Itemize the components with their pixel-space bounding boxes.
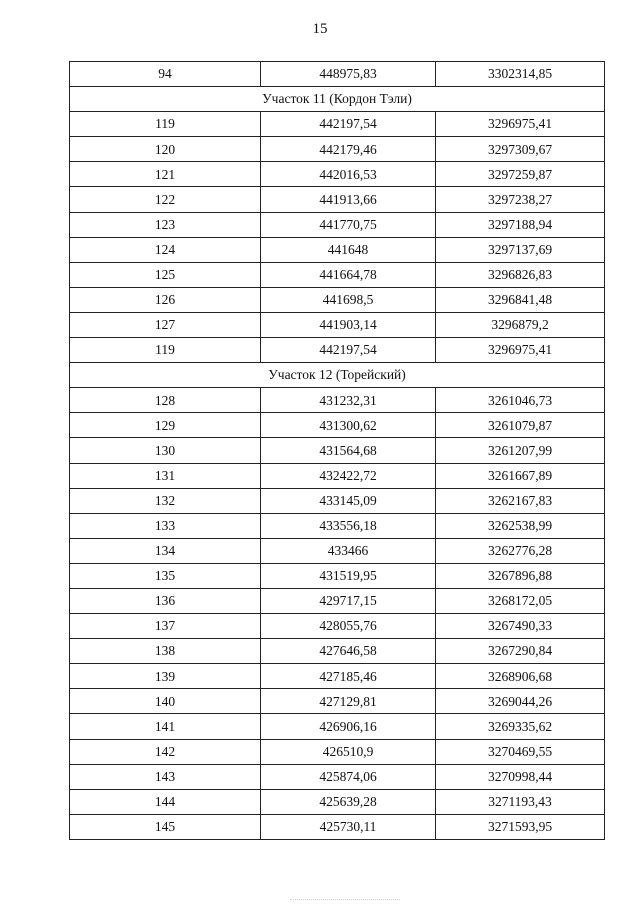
x-coordinate-cell: 426510,9 (261, 739, 436, 764)
point-number-cell: 124 (70, 237, 261, 262)
y-coordinate-cell: 3297137,69 (436, 237, 605, 262)
y-coordinate-cell: 3261079,87 (436, 413, 605, 438)
x-coordinate-cell: 441648 (261, 237, 436, 262)
table-row (70, 62, 605, 87)
y-coordinate-cell: 3270998,44 (436, 764, 605, 789)
y-coordinate-cell: 3296841,48 (436, 287, 605, 312)
x-coordinate-cell: 441770,75 (261, 212, 436, 237)
table-row (70, 187, 605, 212)
point-number-cell: 130 (70, 438, 261, 463)
point-number-cell: 122 (70, 187, 261, 212)
y-coordinate-cell: 3297309,67 (436, 137, 605, 162)
y-coordinate-cell: 3297259,87 (436, 162, 605, 187)
table-row (70, 112, 605, 137)
point-number-cell: 144 (70, 789, 261, 814)
y-coordinate-cell: 3261207,99 (436, 438, 605, 463)
point-number-cell: 145 (70, 814, 261, 839)
section-title: Участок 12 (Торейский) (70, 363, 605, 388)
y-coordinate-cell: 3262538,99 (436, 513, 605, 538)
coordinates-table-body (70, 62, 605, 840)
point-number-cell: 138 (70, 639, 261, 664)
x-coordinate-cell: 427646,58 (261, 639, 436, 664)
section-header-row (70, 363, 605, 388)
point-number-cell: 125 (70, 262, 261, 287)
y-coordinate-cell: 3261667,89 (436, 463, 605, 488)
y-coordinate-cell: 3267896,88 (436, 563, 605, 588)
x-coordinate-cell: 429717,15 (261, 588, 436, 613)
x-coordinate-cell: 431564,68 (261, 438, 436, 463)
x-coordinate-cell: 427185,46 (261, 664, 436, 689)
table-row (70, 463, 605, 488)
y-coordinate-cell: 3267490,33 (436, 614, 605, 639)
table-row (70, 538, 605, 563)
table-row (70, 162, 605, 187)
y-coordinate-cell: 3296975,41 (436, 338, 605, 363)
y-coordinate-cell: 3297188,94 (436, 212, 605, 237)
y-coordinate-cell: 3268172,05 (436, 588, 605, 613)
x-coordinate-cell: 442179,46 (261, 137, 436, 162)
x-coordinate-cell: 441664,78 (261, 262, 436, 287)
table-row (70, 312, 605, 337)
x-coordinate-cell: 433556,18 (261, 513, 436, 538)
point-number-cell: 134 (70, 538, 261, 563)
point-number-cell: 128 (70, 388, 261, 413)
point-number-cell: 121 (70, 162, 261, 187)
point-number-cell: 143 (70, 764, 261, 789)
table-row (70, 689, 605, 714)
table-row (70, 614, 605, 639)
table-row (70, 388, 605, 413)
point-number-cell: 136 (70, 588, 261, 613)
point-number-cell: 126 (70, 287, 261, 312)
point-number-cell: 123 (70, 212, 261, 237)
y-coordinate-cell: 3271593,95 (436, 814, 605, 839)
x-coordinate-cell: 441698,5 (261, 287, 436, 312)
y-coordinate-cell: 3262167,83 (436, 488, 605, 513)
section-header-row (70, 87, 605, 112)
y-coordinate-cell: 3268906,68 (436, 664, 605, 689)
x-coordinate-cell: 433145,09 (261, 488, 436, 513)
table-row (70, 413, 605, 438)
point-number-cell: 142 (70, 739, 261, 764)
table-row (70, 287, 605, 312)
x-coordinate-cell: 431519,95 (261, 563, 436, 588)
table-row (70, 764, 605, 789)
table-row (70, 789, 605, 814)
table-row (70, 237, 605, 262)
footer-dotted-line (290, 899, 400, 901)
x-coordinate-cell: 432422,72 (261, 463, 436, 488)
point-number-cell: 140 (70, 689, 261, 714)
point-number-cell: 139 (70, 664, 261, 689)
y-coordinate-cell: 3302314,85 (436, 62, 605, 87)
x-coordinate-cell: 441903,14 (261, 312, 436, 337)
point-number-cell: 135 (70, 563, 261, 588)
x-coordinate-cell: 433466 (261, 538, 436, 563)
point-number-cell: 141 (70, 714, 261, 739)
y-coordinate-cell: 3261046,73 (436, 388, 605, 413)
x-coordinate-cell: 431232,31 (261, 388, 436, 413)
section-title: Участок 11 (Кордон Тэли) (70, 87, 605, 112)
point-number-cell: 137 (70, 614, 261, 639)
table-row (70, 488, 605, 513)
table-row (70, 338, 605, 363)
x-coordinate-cell: 442016,53 (261, 162, 436, 187)
point-number-cell: 94 (70, 62, 261, 87)
table-row (70, 563, 605, 588)
point-number-cell: 132 (70, 488, 261, 513)
x-coordinate-cell: 425874,06 (261, 764, 436, 789)
point-number-cell: 127 (70, 312, 261, 337)
x-coordinate-cell: 441913,66 (261, 187, 436, 212)
y-coordinate-cell: 3296975,41 (436, 112, 605, 137)
x-coordinate-cell: 426906,16 (261, 714, 436, 739)
table-row (70, 438, 605, 463)
y-coordinate-cell: 3269335,62 (436, 714, 605, 739)
table-row (70, 714, 605, 739)
table-row (70, 739, 605, 764)
y-coordinate-cell: 3267290,84 (436, 639, 605, 664)
table-row (70, 588, 605, 613)
y-coordinate-cell: 3271193,43 (436, 789, 605, 814)
y-coordinate-cell: 3262776,28 (436, 538, 605, 563)
x-coordinate-cell: 428055,76 (261, 614, 436, 639)
x-coordinate-cell: 442197,54 (261, 112, 436, 137)
table-row (70, 814, 605, 839)
table-row (70, 513, 605, 538)
x-coordinate-cell: 442197,54 (261, 338, 436, 363)
x-coordinate-cell: 427129,81 (261, 689, 436, 714)
y-coordinate-cell: 3297238,27 (436, 187, 605, 212)
point-number-cell: 119 (70, 112, 261, 137)
table-row (70, 664, 605, 689)
page-number: 15 (312, 21, 328, 37)
y-coordinate-cell: 3296826,83 (436, 262, 605, 287)
point-number-cell: 119 (70, 338, 261, 363)
table-row (70, 639, 605, 664)
x-coordinate-cell: 431300,62 (261, 413, 436, 438)
y-coordinate-cell: 3269044,26 (436, 689, 605, 714)
point-number-cell: 120 (70, 137, 261, 162)
x-coordinate-cell: 425730,11 (261, 814, 436, 839)
point-number-cell: 133 (70, 513, 261, 538)
table-row (70, 262, 605, 287)
y-coordinate-cell: 3296879,2 (436, 312, 605, 337)
x-coordinate-cell: 448975,83 (261, 62, 436, 87)
table-row (70, 137, 605, 162)
coordinates-table (69, 61, 605, 840)
point-number-cell: 129 (70, 413, 261, 438)
table-row (70, 212, 605, 237)
y-coordinate-cell: 3270469,55 (436, 739, 605, 764)
x-coordinate-cell: 425639,28 (261, 789, 436, 814)
point-number-cell: 131 (70, 463, 261, 488)
